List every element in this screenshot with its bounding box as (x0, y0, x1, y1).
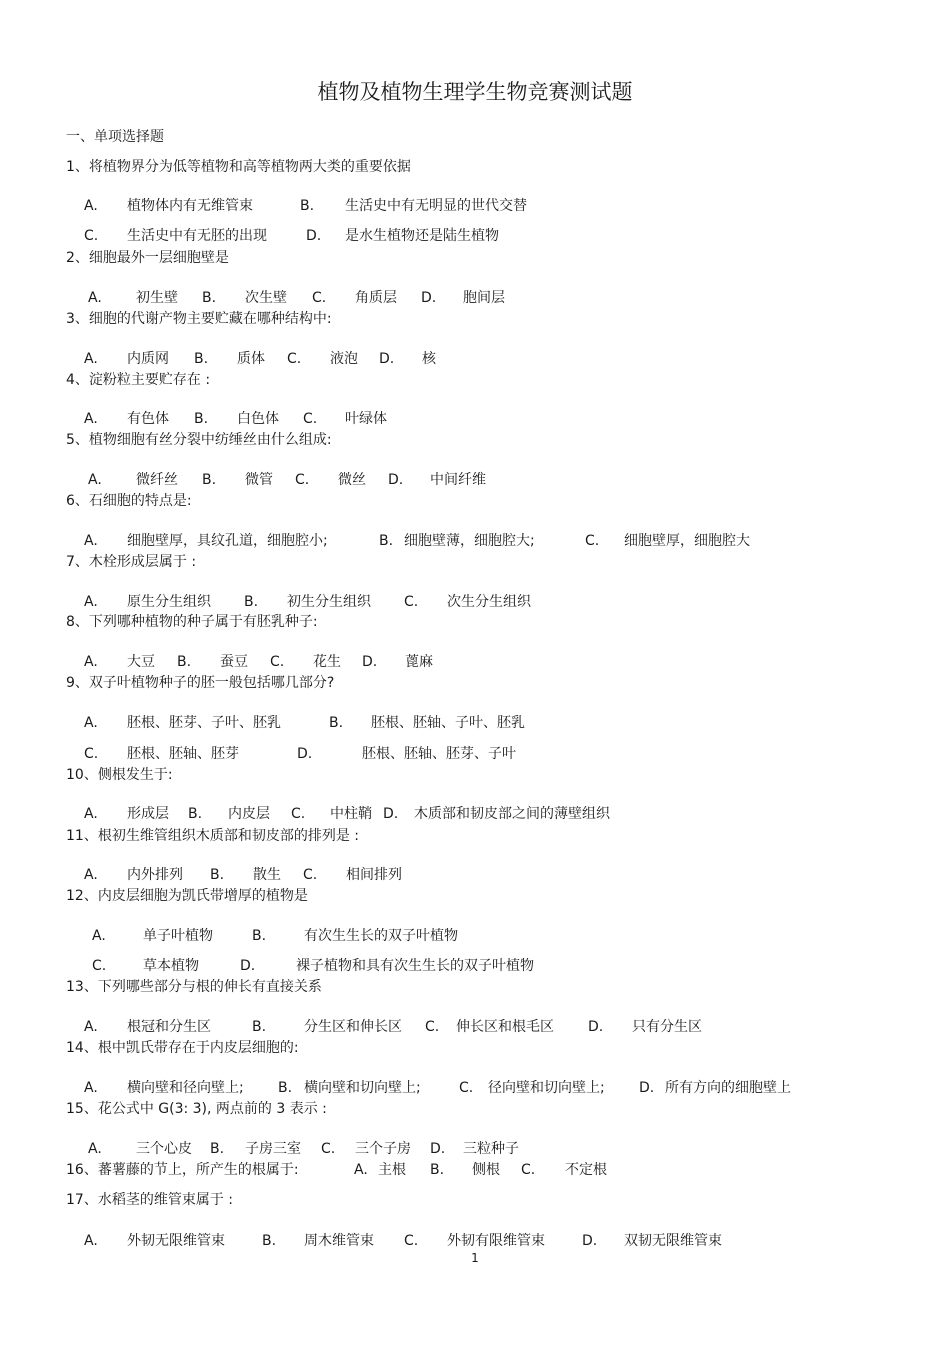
q13-option-letter: B. (252, 1019, 267, 1035)
q16-option-text: 不定根 (565, 1162, 607, 1178)
q7-option-text: 初生分生组织 (287, 594, 371, 610)
q12-option-letter: C. (92, 958, 107, 974)
question-10: 10、侧根发生于: (66, 767, 173, 783)
q2-option-letter: B. (202, 290, 217, 306)
q16-option-text: 主根 (378, 1162, 406, 1178)
q16-option-text: 侧根 (472, 1162, 500, 1178)
q11-option-text: 相间排列 (346, 867, 402, 883)
q4-option-letter: C. (303, 411, 318, 427)
q9-option-letter: D. (297, 746, 313, 762)
q1-option-text: 生活史中有无胚的出现 (127, 228, 267, 244)
q17-option-letter: C. (404, 1233, 419, 1249)
q1-option-text: 生活史中有无明显的世代交替 (345, 198, 527, 214)
q3-option-text: 内质网 (127, 351, 169, 367)
q11-option-text: 散生 (253, 867, 281, 883)
q13-option-letter: A. (84, 1019, 98, 1035)
q11-option-letter: A. (84, 867, 98, 883)
q11-option-text: 内外排列 (127, 867, 183, 883)
q2-option-text: 次生壁 (245, 290, 287, 306)
q5-option-text: 中间纤维 (430, 472, 486, 488)
q15-option-text: 三个子房 (355, 1141, 411, 1157)
q16-option-letter: A. (354, 1162, 368, 1178)
q10-option-letter: C. (291, 806, 306, 822)
q5-option-letter: C. (295, 472, 310, 488)
q8-option-text: 花生 (313, 654, 341, 670)
q6-option-text: 细胞壁厚，细胞腔大 (624, 533, 750, 549)
q8-option-text: 蓖麻 (405, 654, 433, 670)
q5-option-letter: A. (88, 472, 102, 488)
q7-option-letter: C. (404, 594, 419, 610)
q15-option-letter: D. (430, 1141, 446, 1157)
q6-option-text: 细胞壁薄，细胞腔大; (404, 533, 535, 549)
q1-option-text: 植物体内有无维管束 (127, 198, 253, 214)
q4-option-letter: A. (84, 411, 98, 427)
q3-option-letter: A. (84, 351, 98, 367)
question-3: 3、细胞的代谢产物主要贮藏在哪种结构中: (66, 311, 332, 327)
q17-option-text: 外韧有限维管束 (447, 1233, 545, 1249)
q8-option-text: 蚕豆 (220, 654, 248, 670)
question-1: 1、将植物界分为低等植物和高等植物两大类的重要依据 (66, 159, 411, 175)
q13-option-text: 伸长区和根毛区 (456, 1019, 554, 1035)
q4-option-text: 白色体 (237, 411, 279, 427)
q10-option-text: 形成层 (127, 806, 169, 822)
question-14: 14、根中凯氏带存在于内皮层细胞的: (66, 1040, 299, 1056)
q5-option-letter: B. (202, 472, 217, 488)
q8-option-text: 大豆 (127, 654, 155, 670)
q10-option-letter: B. (188, 806, 203, 822)
q10-option-letter: A. (84, 806, 98, 822)
q17-option-text: 外韧无限维管束 (127, 1233, 225, 1249)
q9-option-letter: A. (84, 715, 98, 731)
question-17: 17、水稻茎的维管束属于 : (66, 1192, 233, 1208)
q9-option-text: 胚根、胚轴、胚芽 (127, 746, 239, 762)
q1-option-letter: B. (300, 198, 315, 214)
q14-option-letter: C. (459, 1080, 474, 1096)
q17-option-letter: B. (262, 1233, 277, 1249)
q8-option-letter: A. (84, 654, 98, 670)
q1-option-letter: C. (84, 228, 99, 244)
q7-option-text: 次生分生组织 (447, 594, 531, 610)
question-11: 11、根初生维管组织木质部和韧皮部的排列是 : (66, 828, 359, 844)
q13-option-text: 根冠和分生区 (127, 1019, 211, 1035)
question-6: 6、石细胞的特点是: (66, 493, 192, 509)
q14-option-letter: D. (639, 1080, 655, 1096)
question-15: 15、花公式中 G(3: 3), 两点前的 3 表示 : (66, 1101, 327, 1117)
q5-option-letter: D. (388, 472, 404, 488)
q9-option-text: 胚根、胚芽、子叶、胚乳 (127, 715, 281, 731)
q3-option-letter: C. (287, 351, 302, 367)
q13-option-letter: D. (588, 1019, 604, 1035)
q15-option-text: 三个心皮 (136, 1141, 192, 1157)
q12-option-letter: D. (240, 958, 256, 974)
q17-option-text: 周木维管束 (304, 1233, 374, 1249)
q12-option-letter: A. (92, 928, 106, 944)
q7-option-letter: B. (244, 594, 259, 610)
q7-option-letter: A. (84, 594, 98, 610)
q8-option-letter: C. (270, 654, 285, 670)
q13-option-text: 只有分生区 (632, 1019, 702, 1035)
q12-option-text: 单子叶植物 (143, 928, 213, 944)
q5-option-text: 微纤丝 (136, 472, 178, 488)
q14-option-text: 横向壁和切向壁上; (304, 1080, 421, 1096)
q3-option-text: 质体 (237, 351, 265, 367)
q9-option-text: 胚根、胚轴、胚芽、子叶 (362, 746, 516, 762)
q6-option-text: 细胞壁厚，具纹孔道，细胞腔小; (127, 533, 328, 549)
question-4: 4、淀粉粒主要贮存在 : (66, 372, 211, 388)
q14-option-text: 所有方向的细胞壁上 (665, 1080, 791, 1096)
q15-option-text: 子房三室 (245, 1141, 301, 1157)
q9-option-letter: B. (329, 715, 344, 731)
q14-option-text: 横向壁和径向壁上; (127, 1080, 244, 1096)
q10-option-text: 中柱鞘 (330, 806, 372, 822)
q12-option-text: 草本植物 (143, 958, 199, 974)
q6-option-letter: A. (84, 533, 98, 549)
q17-option-letter: D. (582, 1233, 598, 1249)
q3-option-text: 液泡 (330, 351, 358, 367)
q11-option-letter: C. (303, 867, 318, 883)
question-13: 13、下列哪些部分与根的伸长有直接关系 (66, 979, 322, 995)
q15-option-letter: A. (88, 1141, 102, 1157)
q2-option-letter: D. (421, 290, 437, 306)
q5-option-text: 微丝 (338, 472, 366, 488)
q9-option-letter: C. (84, 746, 99, 762)
q10-option-letter: D. (383, 806, 399, 822)
q13-option-text: 分生区和伸长区 (304, 1019, 402, 1035)
q3-option-letter: D. (379, 351, 395, 367)
q8-option-letter: D. (362, 654, 378, 670)
question-9: 9、双子叶植物种子的胚一般包括哪几部分? (66, 675, 335, 691)
q17-option-text: 双韧无限维管束 (624, 1233, 722, 1249)
question-7: 7、木栓形成层属于 : (66, 554, 197, 570)
q4-option-letter: B. (194, 411, 209, 427)
q9-option-text: 胚根、胚轴、子叶、胚乳 (371, 715, 525, 731)
question-2: 2、细胞最外一层细胞壁是 (66, 250, 229, 266)
q12-option-text: 有次生生长的双子叶植物 (304, 928, 458, 944)
q2-option-text: 胞间层 (463, 290, 505, 306)
q1-option-letter: D. (306, 228, 322, 244)
q10-option-text: 木质部和韧皮部之间的薄壁组织 (414, 806, 610, 822)
q1-option-text: 是水生植物还是陆生植物 (345, 228, 499, 244)
q14-option-letter: A. (84, 1080, 98, 1096)
section-heading: 一、单项选择题 (66, 129, 164, 145)
q14-option-text: 径向壁和切向壁上; (488, 1080, 605, 1096)
page-title: 植物及植物生理学生物竞赛测试题 (317, 80, 633, 104)
q4-option-text: 叶绿体 (345, 411, 387, 427)
q5-option-text: 微管 (245, 472, 273, 488)
q16-option-letter: C. (521, 1162, 536, 1178)
q4-option-text: 有色体 (127, 411, 169, 427)
q17-option-letter: A. (84, 1233, 98, 1249)
q1-option-letter: A. (84, 198, 98, 214)
q15-option-letter: B. (210, 1141, 225, 1157)
q12-option-letter: B. (252, 928, 267, 944)
q8-option-letter: B. (177, 654, 192, 670)
q2-option-letter: C. (312, 290, 327, 306)
q12-option-text: 裸子植物和具有次生生长的双子叶植物 (296, 958, 534, 974)
question-16: 16、蕃薯藤的节上，所产生的根属于: (66, 1162, 299, 1178)
q2-option-text: 角质层 (355, 290, 397, 306)
q3-option-text: 核 (422, 351, 436, 367)
question-8: 8、下列哪种植物的种子属于有胚乳种子: (66, 614, 318, 630)
q10-option-text: 内皮层 (228, 806, 270, 822)
question-5: 5、植物细胞有丝分裂中纺缍丝由什么组成: (66, 432, 332, 448)
q11-option-letter: B. (210, 867, 225, 883)
q16-option-letter: B. (430, 1162, 445, 1178)
q2-option-letter: A. (88, 290, 102, 306)
page-number: 1 (471, 1251, 479, 1265)
q7-option-text: 原生分生组织 (127, 594, 211, 610)
q2-option-text: 初生壁 (136, 290, 178, 306)
q6-option-letter: C. (585, 533, 600, 549)
q15-option-text: 三粒种子 (463, 1141, 519, 1157)
q3-option-letter: B. (194, 351, 209, 367)
question-12: 12、内皮层细胞为凯氏带增厚的植物是 (66, 888, 308, 904)
q13-option-letter: C. (425, 1019, 440, 1035)
q14-option-letter: B. (278, 1080, 293, 1096)
q6-option-letter: B. (379, 533, 394, 549)
q15-option-letter: C. (321, 1141, 336, 1157)
